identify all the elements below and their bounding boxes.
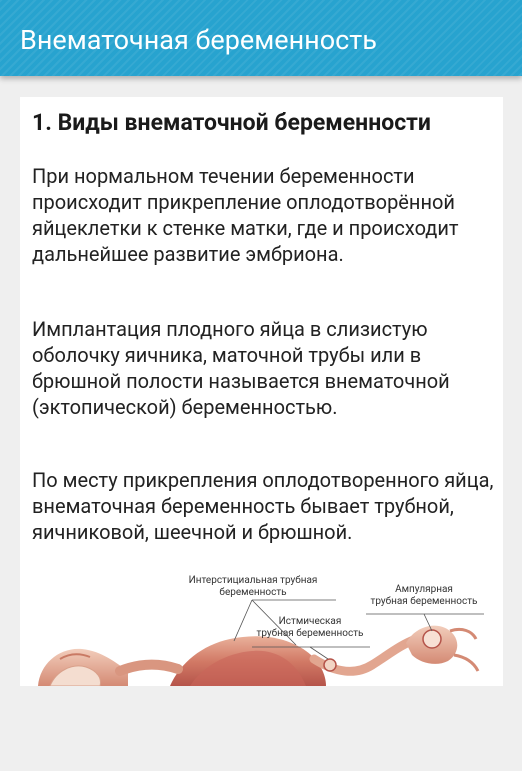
paragraph-ectopic-definition: Имплантация плодного яйца в слизистую оболочку яичника, маточной трубы или в брюшной полости называется внематочной (эктопической) беременностью. <box>32 317 450 419</box>
label-interstitial-pregnancy: Интерстициальная трубная беременность <box>188 575 318 598</box>
left-fallopian-tube <box>120 665 178 671</box>
paragraph-normal-pregnancy: При нормальном течении беременности происходит прикрепление оплодотворённой яйцеклетки к стенке матки, где и происходит дальнейшее развитие эмбриона. <box>32 164 459 266</box>
ampullary-site-marker <box>423 630 441 648</box>
app-bar <box>0 0 522 76</box>
ectopic-pregnancy-diagram <box>20 567 503 686</box>
isthmic-site-marker <box>324 659 336 671</box>
label-ampullary-pregnancy: Ампулярная трубная беременность <box>370 584 478 607</box>
paragraph-ectopic-types: По месту прикрепления оплодотворенного яйца, внематочная беременность бывает трубной, яичниковой, шеечной и брюшной. <box>32 468 494 544</box>
section-title: 1. Виды внематочной беременности <box>32 109 431 136</box>
app-title: Внематочная беременность <box>20 24 377 56</box>
label-isthmic-pregnancy: Истмическая трубная беременность <box>256 616 364 639</box>
content-card[interactable] <box>20 97 503 686</box>
